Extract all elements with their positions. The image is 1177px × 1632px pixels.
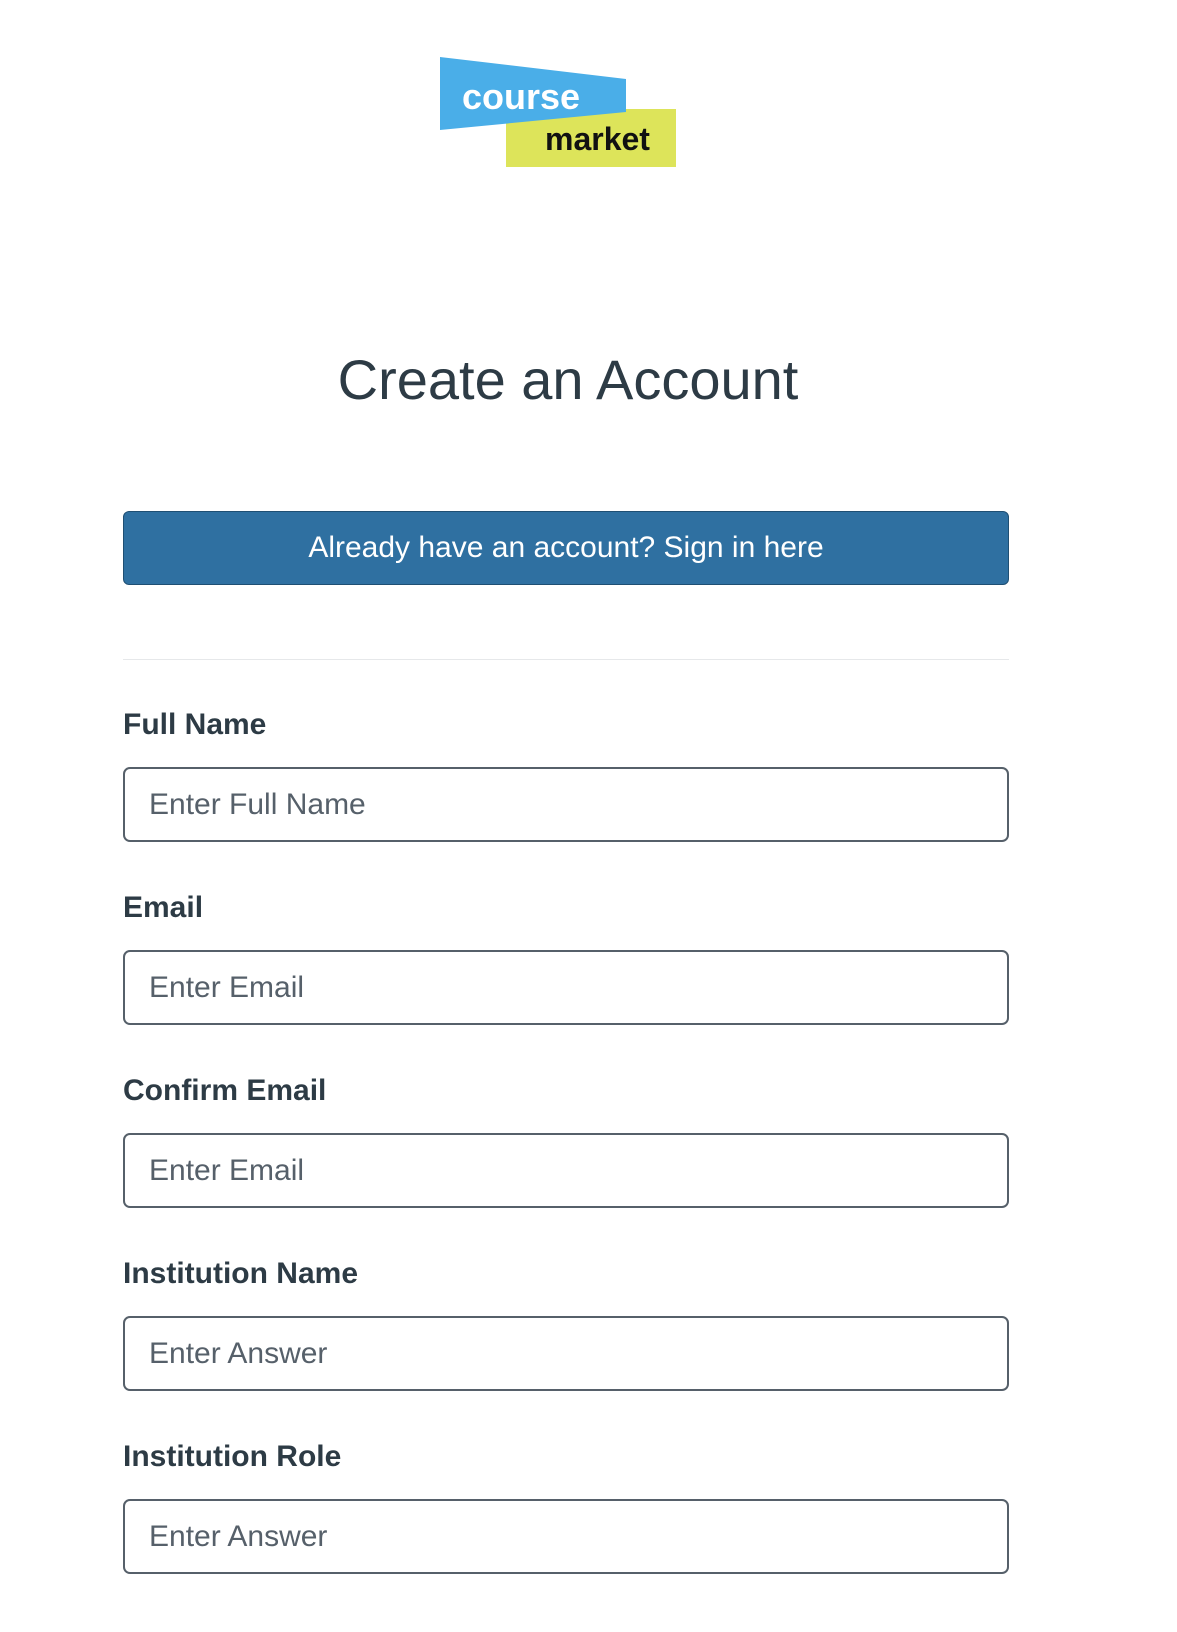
logo-word-course: course	[462, 76, 581, 117]
confirm-email-input[interactable]	[123, 1133, 1009, 1208]
email-input[interactable]	[123, 950, 1009, 1025]
sign-in-link-button[interactable]: Already have an account? Sign in here	[123, 511, 1009, 585]
confirm-email-label: Confirm Email	[123, 1074, 327, 1107]
course-market-logo	[440, 57, 676, 169]
page-title: Create an Account	[337, 348, 799, 411]
divider	[123, 659, 1009, 660]
institution-role-input[interactable]	[123, 1499, 1009, 1574]
full-name-label: Full Name	[123, 708, 267, 741]
full-name-input[interactable]	[123, 767, 1009, 842]
institution-role-label: Institution Role	[123, 1440, 342, 1473]
logo-graphic	[440, 57, 676, 169]
logo-word-market: market	[545, 121, 650, 157]
email-label: Email	[123, 891, 204, 924]
institution-name-label: Institution Name	[123, 1257, 359, 1290]
institution-name-input[interactable]	[123, 1316, 1009, 1391]
